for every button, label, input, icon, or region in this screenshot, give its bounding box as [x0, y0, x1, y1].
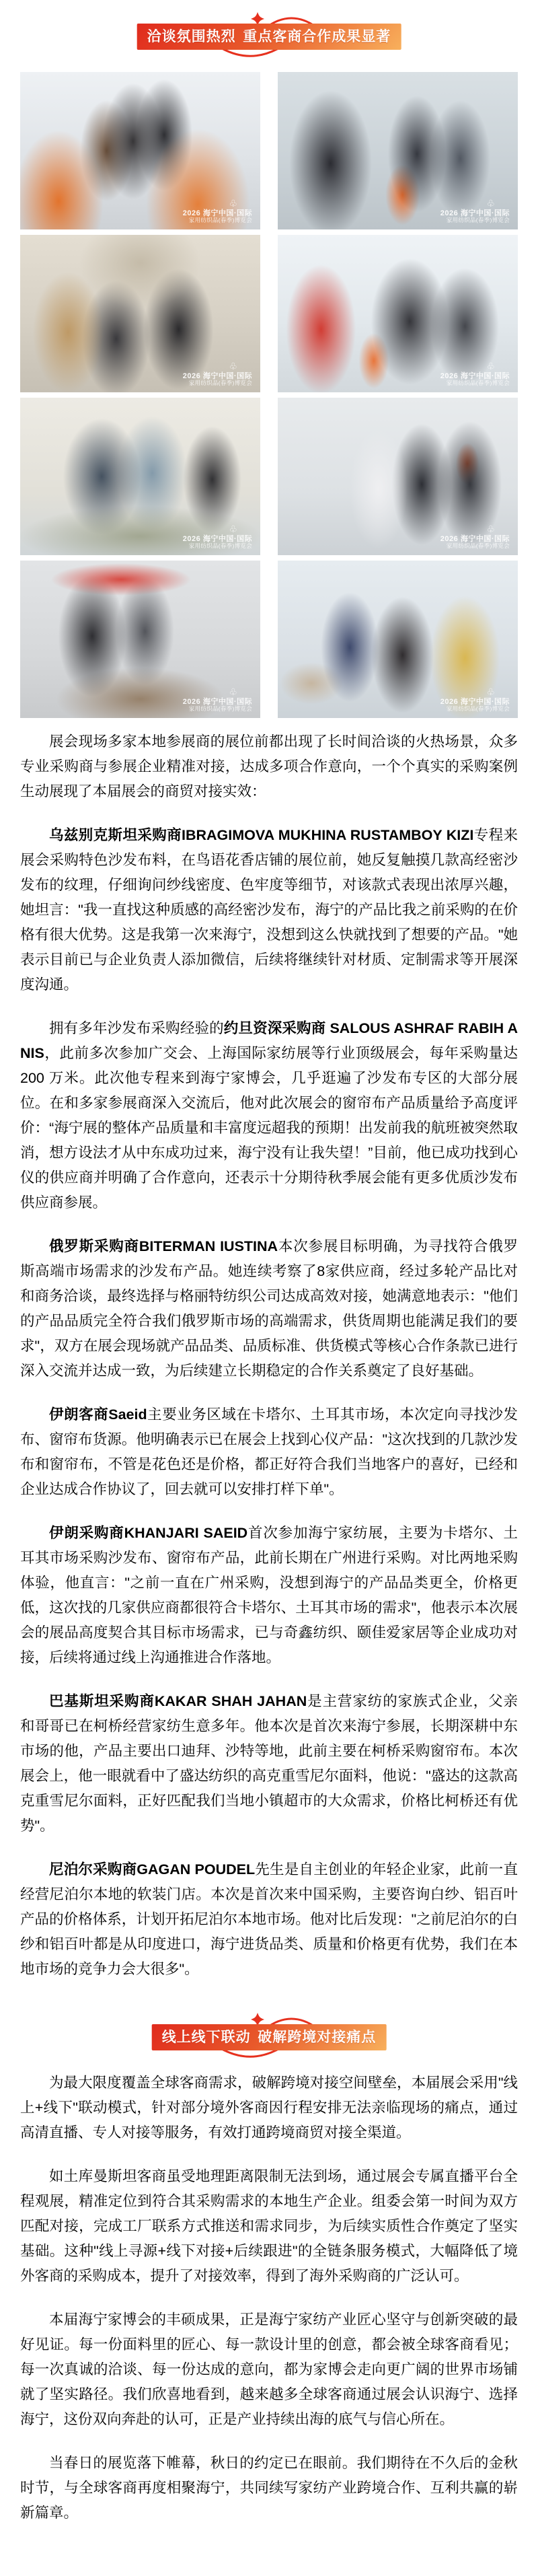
watermark-line2: 家用纺织品(春季)博览会: [188, 705, 252, 713]
buyer-name: 伊朗客商Saeid: [49, 1406, 147, 1423]
paragraph-nepal-buyer: [20, 1857, 518, 1982]
photo-7[interactable]: [20, 561, 260, 718]
paragraph-text: 本届海宁家博会的丰硕成果，正是海宁家纺产业匠心坚守与创新突破的最好见证。每一份面料里的匠心、每一款设计里的创意，都会被全球客商看见；每一次真诚的洽谈、每一份达成的意向，都为家博会走向更广阔的世界市场铺就了坚实路径。我们欣喜地看到，越来越多全球客商通过展会认识海宁、选择海宁，这份双向奔赴的认可，正是产业持续出海的底气与信心所在。: [20, 2312, 518, 2427]
watermark-line1: 2026 海宁中国·国际: [182, 534, 252, 543]
paragraph-text: 为最大限度覆盖全球客商需求，破解跨境对接空间壁垒，本届展会采用"线上+线下"联动模式，针对部分境外客商因行程安排无法亲临现场的痛点，通过高清直播、专人对接等服务，有效打通跨境商贸对接全渠道。: [20, 2075, 518, 2141]
buyer-name: 俄罗斯采购商BITERMAN IUSTINA: [49, 1238, 278, 1254]
section2-banner: [0, 2001, 538, 2065]
expo-logo-icon: ♧: [486, 197, 495, 209]
watermark-line2: 家用纺织品(春季)博览会: [188, 380, 252, 387]
photo-2[interactable]: [278, 72, 518, 229]
paragraph-text: 首次参加海宁家纺展，主要为卡塔尔、土耳其市场采购沙发布、窗帘布产品，此前长期在广州进行采购。对比两地采购体验，他直言："之前一直在广州采购，没想到海宁的产品品类更全，价格更低，这次找的几家供应商都很符合卡塔尔、土耳其市场的需求"，他表示本次展会的展品高度契合其目标市场需求，已与奇鑫纺织、颐佳爱家居等企业成功对接，后续将通过线上沟通推进合作落地。: [20, 1525, 518, 1666]
watermark-line1: 2026 海宁中国·国际: [440, 697, 510, 706]
paragraph-closing: [20, 2451, 518, 2526]
paragraph-text: 是主营家纺的家族式企业，父亲和哥哥已在柯桥经营家纺生意多年。他本次是首次来海宁参展，长期深耕中东市场的他，产品主要出口迪拜、沙特等地，此前主要在柯桥采购窗帘布。本次展会上，他一眼就看中了盛达纺织的高克重雪尼尔面料，他说："盛达的这款高克重雪尼尔面料，正好匹配我们当地小镇超市的大众需求，价格比柯桥还有优势"。: [20, 1693, 518, 1834]
paragraph-iran-buyer: [20, 1521, 518, 1670]
buyer-name: 约旦资深采购商 SALOUS ASHRAF RABIH ANIS: [20, 1020, 518, 1061]
paragraph-text: 专程来展会采购特色沙发布料，在鸟语花香店铺的展位前，她反复触摸几款高经密沙发布的纹理，仔细询问纱线密度、色牢度等细节，对该款式表现出浓厚兴趣，她坦言："我一直找这种质感的高经密沙发布，海宁的产品比我之前采购的在价格有很大优势。这是我第一次来海宁，没想到这么快就找到了想要的产品。"她表示目前已与企业负责人添加微信，后续将继续针对材质、定制需求等开展深度沟通。: [20, 827, 518, 993]
paragraph-text: 先生是自主创业的年轻企业家，此前一直经营尼泊尔本地的软装门店。本次是首次来中国采购，主要咨询白纱、铝百叶产品的价格体系，计划开拓尼泊尔本地市场。他对比后发现："之前尼泊尔的白纱和铝百叶都是从印度进口，海宁进货品类、质量和价格更有优势，我们在本地市场的竞争力会大很多"。: [20, 1861, 518, 1977]
paragraph-text: 本次参展目标明确，为寻找符合俄罗斯高端市场需求的沙发布产品。她连续考察了8家供应商，经过多轮产品比对和商务洽谈，最终选择与格丽特纺织公司达成高效对接，她满意地表示："他们的产品品质完全符合我们俄罗斯市场的高端需求，供货周期也能满足我们的要求"，双方在展会现场就产品品类、品质标准、供货模式等核心合作条款已进行深入交流并达成一致，为后续建立长期稳定的合作关系奠定了良好基础。: [20, 1238, 518, 1379]
paragraph-achievement-summary: [20, 2307, 518, 2432]
watermark-line1: 2026 海宁中国·国际: [182, 697, 252, 706]
watermark-line1: 2026 海宁中国·国际: [440, 371, 510, 380]
buyer-name: 巴基斯坦采购商KAKAR SHAH JAHAN: [49, 1693, 307, 1709]
expo-logo-icon: ♧: [229, 360, 237, 371]
photo-3[interactable]: [20, 235, 260, 392]
watermark-line1: 2026 海宁中国·国际: [182, 371, 252, 380]
watermark-line2: 家用纺织品(春季)博览会: [446, 705, 510, 713]
expo-watermark: [440, 687, 510, 713]
paragraph-uzbekistan-buyer: [20, 823, 518, 997]
photo-1[interactable]: [20, 72, 260, 229]
section1-banner: [0, 0, 538, 65]
article-section-2: [0, 2071, 538, 2526]
photo-6[interactable]: [278, 398, 518, 555]
paragraph-intro: [20, 729, 518, 804]
expo-watermark: [183, 524, 252, 550]
expo-logo-icon: ♧: [229, 523, 237, 534]
expo-watermark: [183, 361, 252, 387]
expo-watermark: [183, 199, 252, 224]
paragraph-russia-buyer: [20, 1234, 518, 1384]
photo-8[interactable]: [278, 561, 518, 718]
watermark-line2: 家用纺织品(春季)博览会: [188, 542, 252, 550]
photo-grid: [20, 72, 518, 718]
watermark-line1: 2026 海宁中国·国际: [440, 534, 510, 543]
expo-logo-icon: ♧: [229, 197, 237, 209]
photo-5[interactable]: [20, 398, 260, 555]
buyer-name: 乌兹别克斯坦采购商IBRAGIMOVA MUKHINA RUSTAMBOY KIZI: [49, 827, 474, 843]
paragraph-text: 如土库曼斯坦客商虽受地理距离限制无法到场，通过展会专属直播平台全程观展，精准定位到符合其采购需求的本地生产企业。组委会第一时间为双方匹配对接，完成工厂联系方式推送和需求同步，为后续实质性合作奠定了坚实基础。这种"线上寻源+线下对接+后续跟进"的全链条服务模式，大幅降低了境外客商的采购成本，提升了对接效率，得到了海外采购商的广泛认可。: [20, 2168, 518, 2284]
paragraph-text: 拥有多年沙发布采购经验的: [49, 1020, 224, 1036]
expo-logo-icon: ♧: [486, 523, 495, 534]
paragraph-text: 主要业务区域在卡塔尔、土耳其市场，本次定向寻找沙发布、窗帘布货源。他明确表示已在展会上找到心仪产品："这次找到的几款沙发布和窗帘布，不管是花色还是价格，都正好符合我们当地客户的喜好，已经和企业达成合作协议了，回去就可以安排打样下单"。: [20, 1406, 518, 1497]
article-section-1: [0, 729, 538, 1982]
buyer-name: 伊朗采购商KHANJARI SAEID: [49, 1525, 248, 1541]
expo-watermark: [183, 687, 252, 713]
expo-watermark: [440, 524, 510, 550]
paragraph-iran-merchant: [20, 1402, 518, 1502]
expo-watermark: [440, 199, 510, 224]
photo-4[interactable]: [278, 235, 518, 392]
expo-logo-icon: ♧: [229, 686, 237, 697]
expo-logo-icon: ♧: [486, 360, 495, 371]
expo-watermark: [440, 361, 510, 387]
paragraph-turkmenistan-case: [20, 2164, 518, 2289]
watermark-line2: 家用纺织品(春季)博览会: [188, 217, 252, 224]
section1-banner-title: 洽谈氛围热烈 重点客商合作成果显著: [137, 24, 401, 50]
watermark-line1: 2026 海宁中国·国际: [182, 209, 252, 217]
paragraph-online-offline: [20, 2071, 518, 2145]
paragraph-pakistan-buyer: [20, 1689, 518, 1838]
paragraph-text: 当春日的展览落下帷幕，秋日的约定已在眼前。我们期待在不久后的金秋时节，与全球客商再度相聚海宁，共同续写家纺产业跨境合作、互利共赢的崭新篇章。: [20, 2455, 518, 2521]
expo-logo-icon: ♧: [486, 686, 495, 697]
section2-banner-title: 线上线下联动 破解跨境对接痛点: [152, 2024, 387, 2050]
watermark-line2: 家用纺织品(春季)博览会: [446, 380, 510, 387]
paragraph-jordan-buyer: [20, 1016, 518, 1215]
watermark-line2: 家用纺织品(春季)博览会: [446, 217, 510, 224]
buyer-name: 尼泊尔采购商GAGAN POUDEL: [49, 1861, 256, 1877]
watermark-line2: 家用纺织品(春季)博览会: [446, 542, 510, 550]
paragraph-text: ，此前多次参加广交会、上海国际家纺展等行业顶级展会，每年采购量达 200 万米。此次他专程来到海宁家博会，几乎逛遍了沙发布专区的大部分展位。在和多家参展商深入交流后，他对此次展会的窗帘布产品质量给予高度评价：“海宁展的整体产品质量和丰富度远超我的预期！出发前我的航班被突然取消，想方设法才从中东成功过来，海宁没有让我失望！”目前，他已成功找到心仪的供应商并明确了合作意向，还表示十分期待秋季展会能有更多优质沙发布供应商参展。: [20, 1045, 518, 1211]
paragraph-text: 展会现场多家本地参展商的展位前都出现了长时间洽谈的火热场景，众多专业采购商与参展企业精准对接，达成多项合作意向，一个个真实的采购案例生动展现了本届展会的商贸对接实效：: [20, 734, 518, 799]
watermark-line1: 2026 海宁中国·国际: [440, 209, 510, 217]
